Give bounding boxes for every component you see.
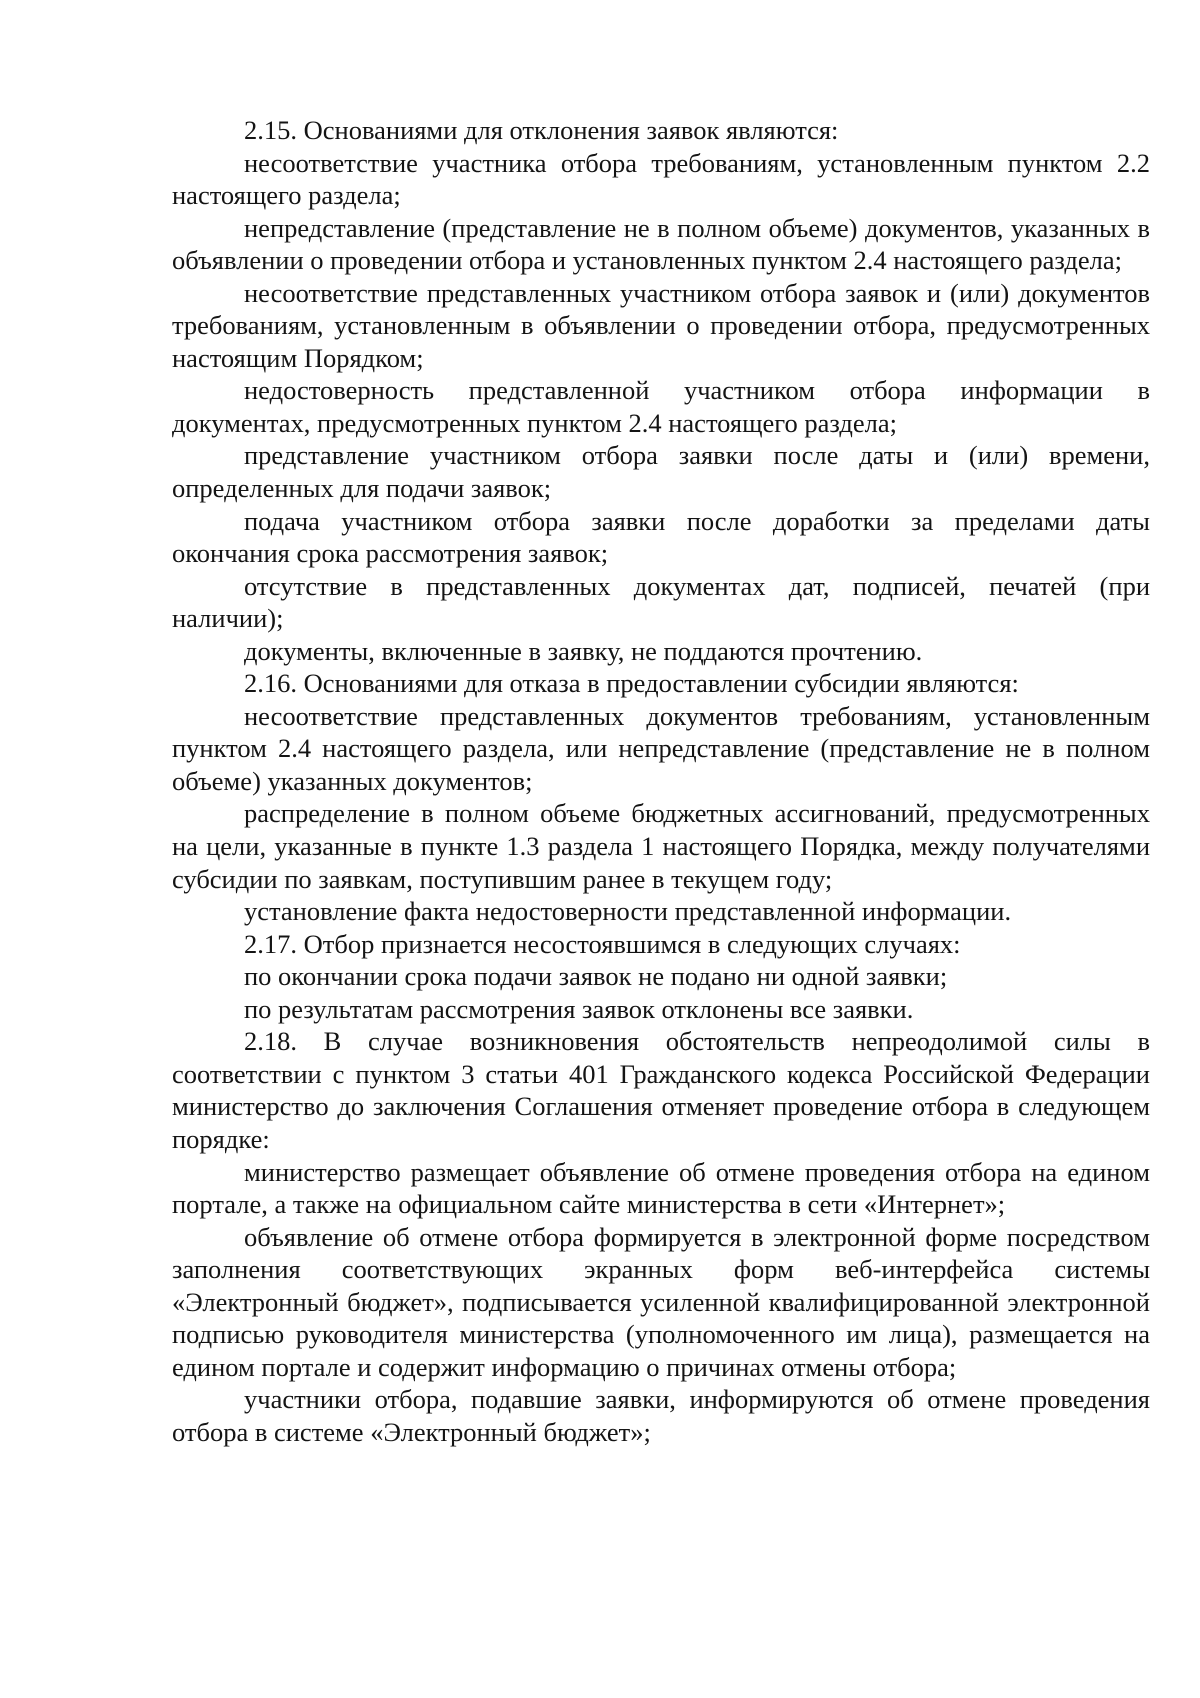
- paragraph-item: распределение в полном объеме бюджетных ассигнований, предусмотренных на цели, указанные в пункте 1.3 раздела 1 настоящего Порядка, между получателями субсидии по заявкам, поступившим ранее в текущем году;: [172, 798, 1150, 894]
- paragraph-item: объявление об отмене отбора формируется в электронной форме посредством заполнения соответствующих экранных форм веб-интерфейса системы «Электронный бюджет», подписывается усиленной квалифицированной электронной подписью руководителя министерства (уполномоченного им лица), размещается на едином портале и содержит информацию о причинах отмены отбора;: [172, 1221, 1150, 1382]
- paragraph-2-16-heading: 2.16. Основаниями для отказа в предоставлении субсидии являются:: [244, 668, 1019, 699]
- paragraph-item: непредставление (представление не в полном объеме) документов, указанных в объявлении о проведении отбора и установленных пунктом 2.4 настоящего раздела;: [172, 212, 1150, 276]
- paragraph-item: подача участником отбора заявки после доработки за пределами даты окончания срока рассмотрения заявок;: [172, 505, 1150, 569]
- paragraph-item: участники отбора, подавшие заявки, информируются об отмене проведения отбора в системе «Электронный бюджет»;: [172, 1384, 1150, 1447]
- paragraph-item: по окончании срока подачи заявок не подано ни одной заявки;: [244, 961, 948, 992]
- paragraph-2-17-heading: 2.17. Отбор признается несостоявшимся в следующих случаях:: [244, 928, 961, 959]
- paragraph-item: установление факта недостоверности представленной информации.: [244, 896, 1012, 927]
- paragraph-item: министерство размещает объявление об отмене проведения отбора на едином портале, а также на официальном сайте министерства в сети «Интернет»;: [172, 1156, 1150, 1220]
- paragraph-item: несоответствие участника отбора требованиям, установленным пунктом 2.2 настоящего раздела;: [172, 147, 1150, 211]
- paragraph-item: по результатам рассмотрения заявок отклонены все заявки.: [244, 993, 914, 1024]
- paragraph-item: несоответствие представленных документов требованиям, установленным пунктом 2.4 настоящего раздела, или непредставление (представление не в полном объеме) указанных документов;: [172, 700, 1150, 796]
- paragraph-2-18-heading: 2.18. В случае возникновения обстоятельств непреодолимой силы в соответствии с пунктом 3 статьи 401 Гражданского кодекса Российской Федерации министерство до заключения Соглашения отменяет проведение отбора в следующем порядке:: [172, 1026, 1150, 1154]
- document-page: [172, 114, 1150, 1448]
- paragraph-item: представление участником отбора заявки после даты и (или) времени, определенных для подачи заявок;: [172, 440, 1150, 504]
- paragraph-item: отсутствие в представленных документах дат, подписей, печатей (при наличии);: [172, 570, 1150, 634]
- paragraph-item: документы, включенные в заявку, не поддаются прочтению.: [244, 635, 923, 666]
- paragraph-2-15-heading: 2.15. Основаниями для отклонения заявок являются:: [244, 115, 839, 145]
- paragraph-item: несоответствие представленных участником отбора заявок и (или) документов требованиям, установленным в объявлении о проведении отбора, предусмотренных настоящим Порядком;: [172, 277, 1150, 373]
- paragraph-item: недостоверность представленной участником отбора информации в документах, предусмотренных пунктом 2.4 настоящего раздела;: [172, 375, 1150, 438]
